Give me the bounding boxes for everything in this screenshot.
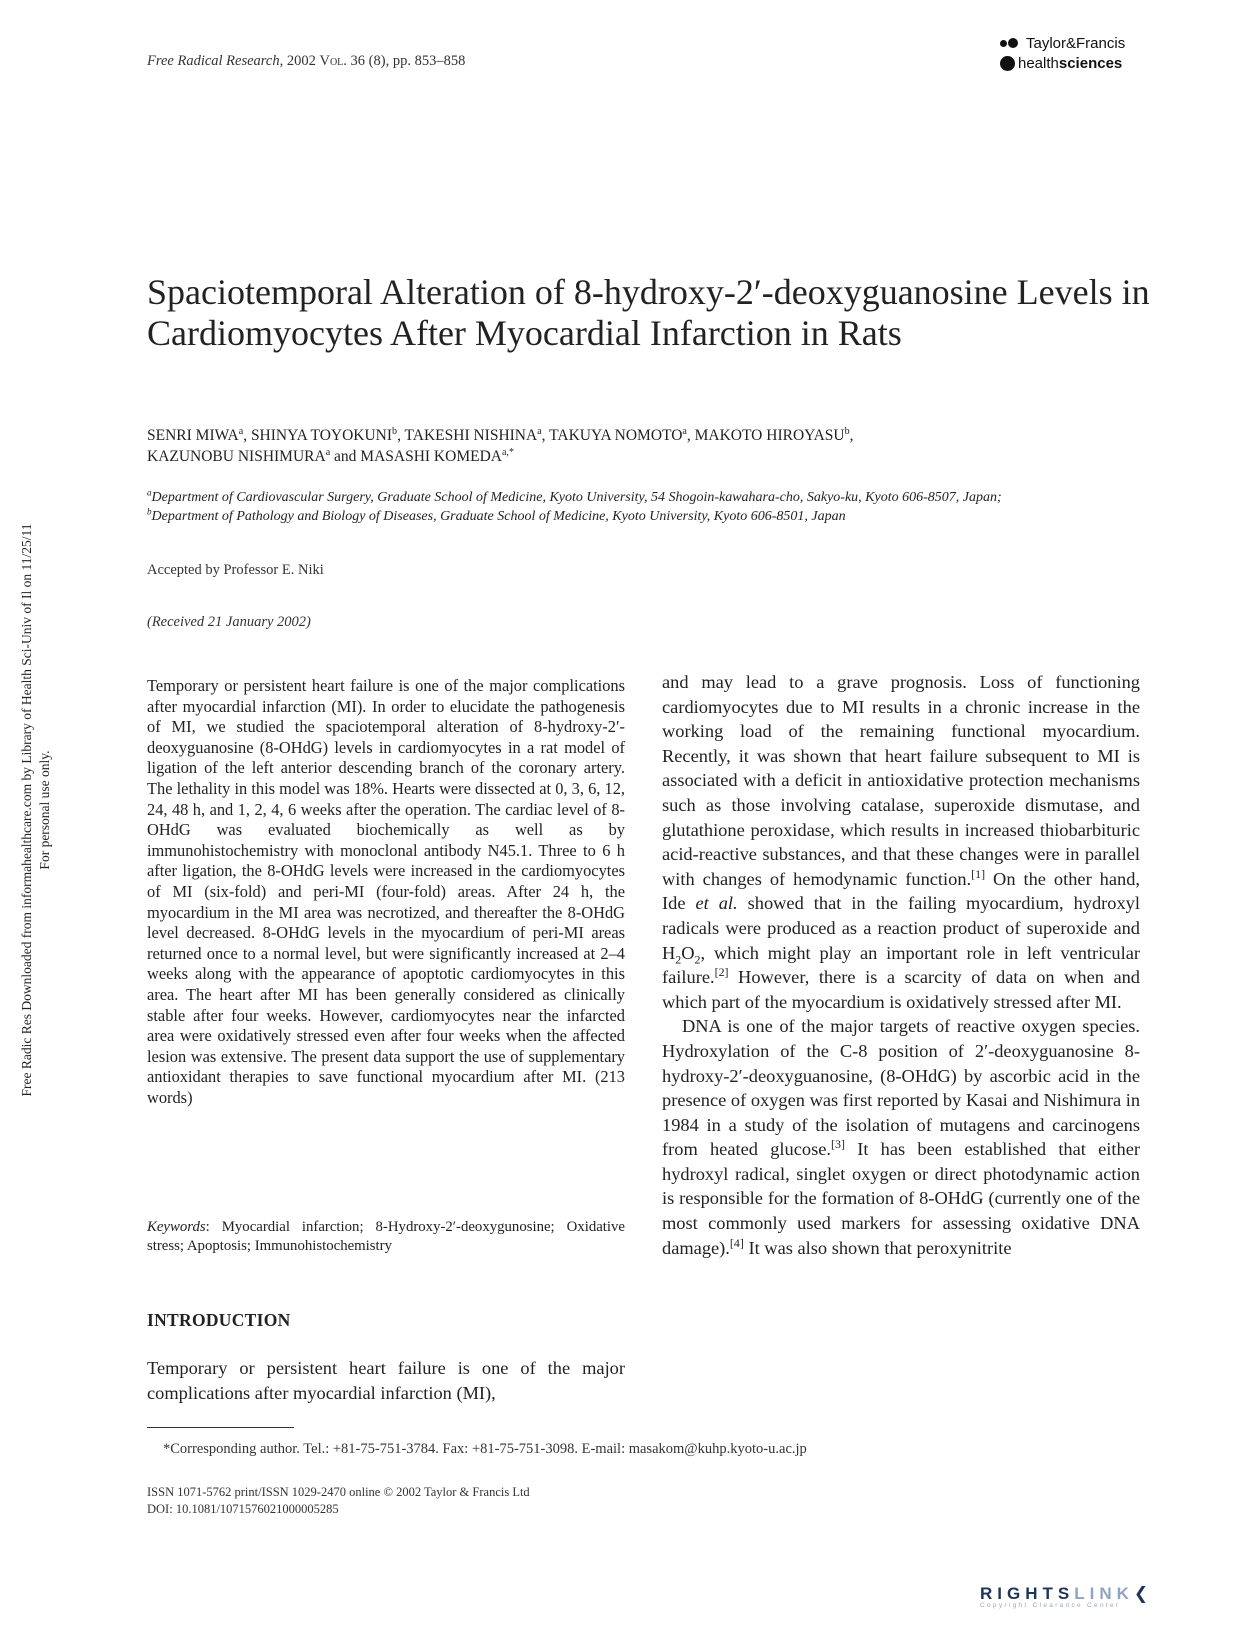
publisher-logo: Taylor&Francis health sciences <box>1000 33 1160 73</box>
rightslink-logo[interactable]: RIGHTSLINK❮ Copyright Clearance Center <box>980 1584 1149 1609</box>
journal-citation: Free Radical Research, 2002 Vol. 36 (8), pp. 853–858 <box>147 53 466 69</box>
author: MAKOTO HIROYASU$^b$ <box>694 425 850 444</box>
article-title: Spaciotemporal Alteration of 8-hydroxy-2′-deoxyguanosine Levels in Cardiomyocytes After Myocardial Infarction in Rats <box>147 272 1150 353</box>
section-heading-introduction: INTRODUCTION <box>147 1310 291 1330</box>
intro-paragraph-col1: Temporary or persistent heart failure is one of the major complications after myocardial infarction (MI), <box>147 1358 625 1403</box>
issn-line: ISSN 1071-5762 print/ISSN 1029-2470 online © 2002 Taylor & Francis Ltd <box>147 1485 530 1499</box>
affiliation: $^b$Department of Pathology and Biology of Diseases, Graduate School of Medicine, Kyoto University, Kyoto 606-8501, Japan <box>147 506 846 524</box>
doi-line: DOI: 10.1081/1071576021000005285 <box>147 1502 339 1516</box>
intro-column-2 <box>662 670 1140 1260</box>
affiliation: $^a$Department of Cardiovascular Surgery, Graduate School of Medicine, Kyoto University, 54 Shogoin-kawahara-cho, Sakyo-ku, Kyoto 606-8507, Japan; <box>147 487 1002 505</box>
author: KAZUNOBU NISHIMURA$^a$ <box>147 446 331 465</box>
issn-doi-block <box>147 1484 530 1518</box>
accepted-by: Accepted by Professor E. Niki <box>147 562 324 578</box>
reference-link[interactable]: [2] <box>714 965 729 979</box>
download-watermark: Free Radic Res Downloaded from informahealthcare.com by Library of Health Sci-Univ of Il on 11/25/11 For personal use only. <box>19 523 52 1097</box>
logo-dot-icon <box>1000 56 1015 71</box>
author: TAKUYA NOMOTO$^a$ <box>549 425 687 444</box>
intro-paragraph: DNA is one of the major targets of reactive oxygen species. Hydroxylation of the C-8 position of 2′-deoxyguanosine 8-hydroxy-2′-deoxyguanosine, (8-OHdG) by ascorbic acid in the presence of oxygen was first reported by Kasai and Nishimura in 1984 in a study of the isolation of mutagens and carcinogens from heated glucose.[3] It has been established that either hydroxyl radical, singlet oxygen or direct photodynamic action is responsible for the formation of 8-OHdG (currently one of the most commonly used markers for assessing oxidative DNA damage).[4] It was also shown that peroxynitrite <box>662 1016 1141 1258</box>
corresponding-author-note: *Corresponding author. Tel.: +81-75-751-3784. Fax: +81-75-751-3098. E-mail: masakom@kuhp.kyoto-u.ac.jp <box>163 1441 807 1457</box>
publisher-name: Taylor&Francis <box>1026 34 1126 52</box>
received-date: (Received 21 January 2002) <box>147 614 311 630</box>
footnote-divider <box>147 1427 294 1428</box>
logo-dots-icon <box>1000 38 1022 48</box>
reference-link[interactable]: [1] <box>971 866 986 881</box>
author-list: SENRI MIWA$^a$, SHINYA TOYOKUNI$^b$, TAKESHI NISHINA$^a$, TAKUYA NOMOTO$^a$, MAKOTO HIROYASU$^b$, KAZUNOBU NISHIMURA$^a$ and MASASHI $KOMEDA^{a,*}$ <box>147 425 854 465</box>
affiliations <box>147 488 1157 526</box>
keywords: Keywords: Myocardial infarction; 8-Hydroxy-2′-deoxygunosine; Oxidative stress; Apoptosis; Immunohistochemistry <box>147 1219 625 1254</box>
author: MASASHI $KOMEDA^{a,*}$ <box>360 446 514 465</box>
intro-paragraph: and may lead to a grave prognosis. Loss of functioning cardiomyocytes due to MI results in a chronic increase in the working load of the remaining functional myocardium. Recently, it was shown that heart failure subsequent to MI is associated with a deficit in antioxidative protection mechanisms such as those involving catalase, superoxide dismutase, and glutathione peroxidase, which results in increased thiobarbituric acid-reactive substances, and that these changes were in parallel with changes of hemodynamic function.[1] On the other hand, Ide et al. showed that in the failing myocardium, hydroxyl radicals were produced as a reaction product of superoxide and $H_2O_2$, which might play an important role in left ventricular failure.[2] However, there is a scarcity of data on when and which part of the myocardium is oxidatively stressed after MI. <box>662 672 1140 1012</box>
chevron-left-icon: ❮ <box>1133 1584 1149 1603</box>
author: TAKESHI NISHINA$^a$ <box>404 425 542 444</box>
reference-link[interactable]: [4] <box>729 1235 744 1250</box>
reference-link[interactable]: [3] <box>831 1137 845 1152</box>
abstract: Temporary or persistent heart failure is one of the major complications after myocardial infarction (MI). In order to elucidate the pathogenesis of MI, we studied the spaciotemporal alteration of 8-hydroxy-2′-deoxyguanosine (8-OHdG) levels in cardiomyocytes in a rat model of ligation of the left anterior descending branch of the coronary artery. The lethality in this model was 18%. Hearts were dissected at 0, 3, 6, 12, 24, 48 h, and 1, 2, 4, 6 weeks after the operation. The cardiac level of 8-OHdG was evaluated biochemically as well as by immunohistochemistry with monoclonal antibody N45.1. Three to 6 h after ligation, the 8-OHdG levels were increased in the cardiomyocytes of MI (six-fold) and peri-MI (four-fold) areas. After 24 h, the myocardium in the MI area was necrotized, and thereafter the 8-OHdG level decreased. 8-OHdG levels in the myocardium of peri-MI areas returned once to a normal level, but were significantly increased at 2–4 weeks along with the appearance of apoptotic cardiomyocytes in this area. The heart after MI has been generally considered as clinically stable after four weeks. However, cardiomyocytes near the infarcted area were oxidatively stressed even after four weeks when the affected lesion was extensive. The present data support the use of supplementary antioxidant therapies to save functional myocardium after MI. (213 words) <box>147 676 625 1107</box>
journal-name: Free Radical Research <box>147 53 280 69</box>
author: SENRI MIWA$^a$ <box>147 425 244 444</box>
author: SHINYA TOYOKUNI$^b$ <box>250 425 398 444</box>
